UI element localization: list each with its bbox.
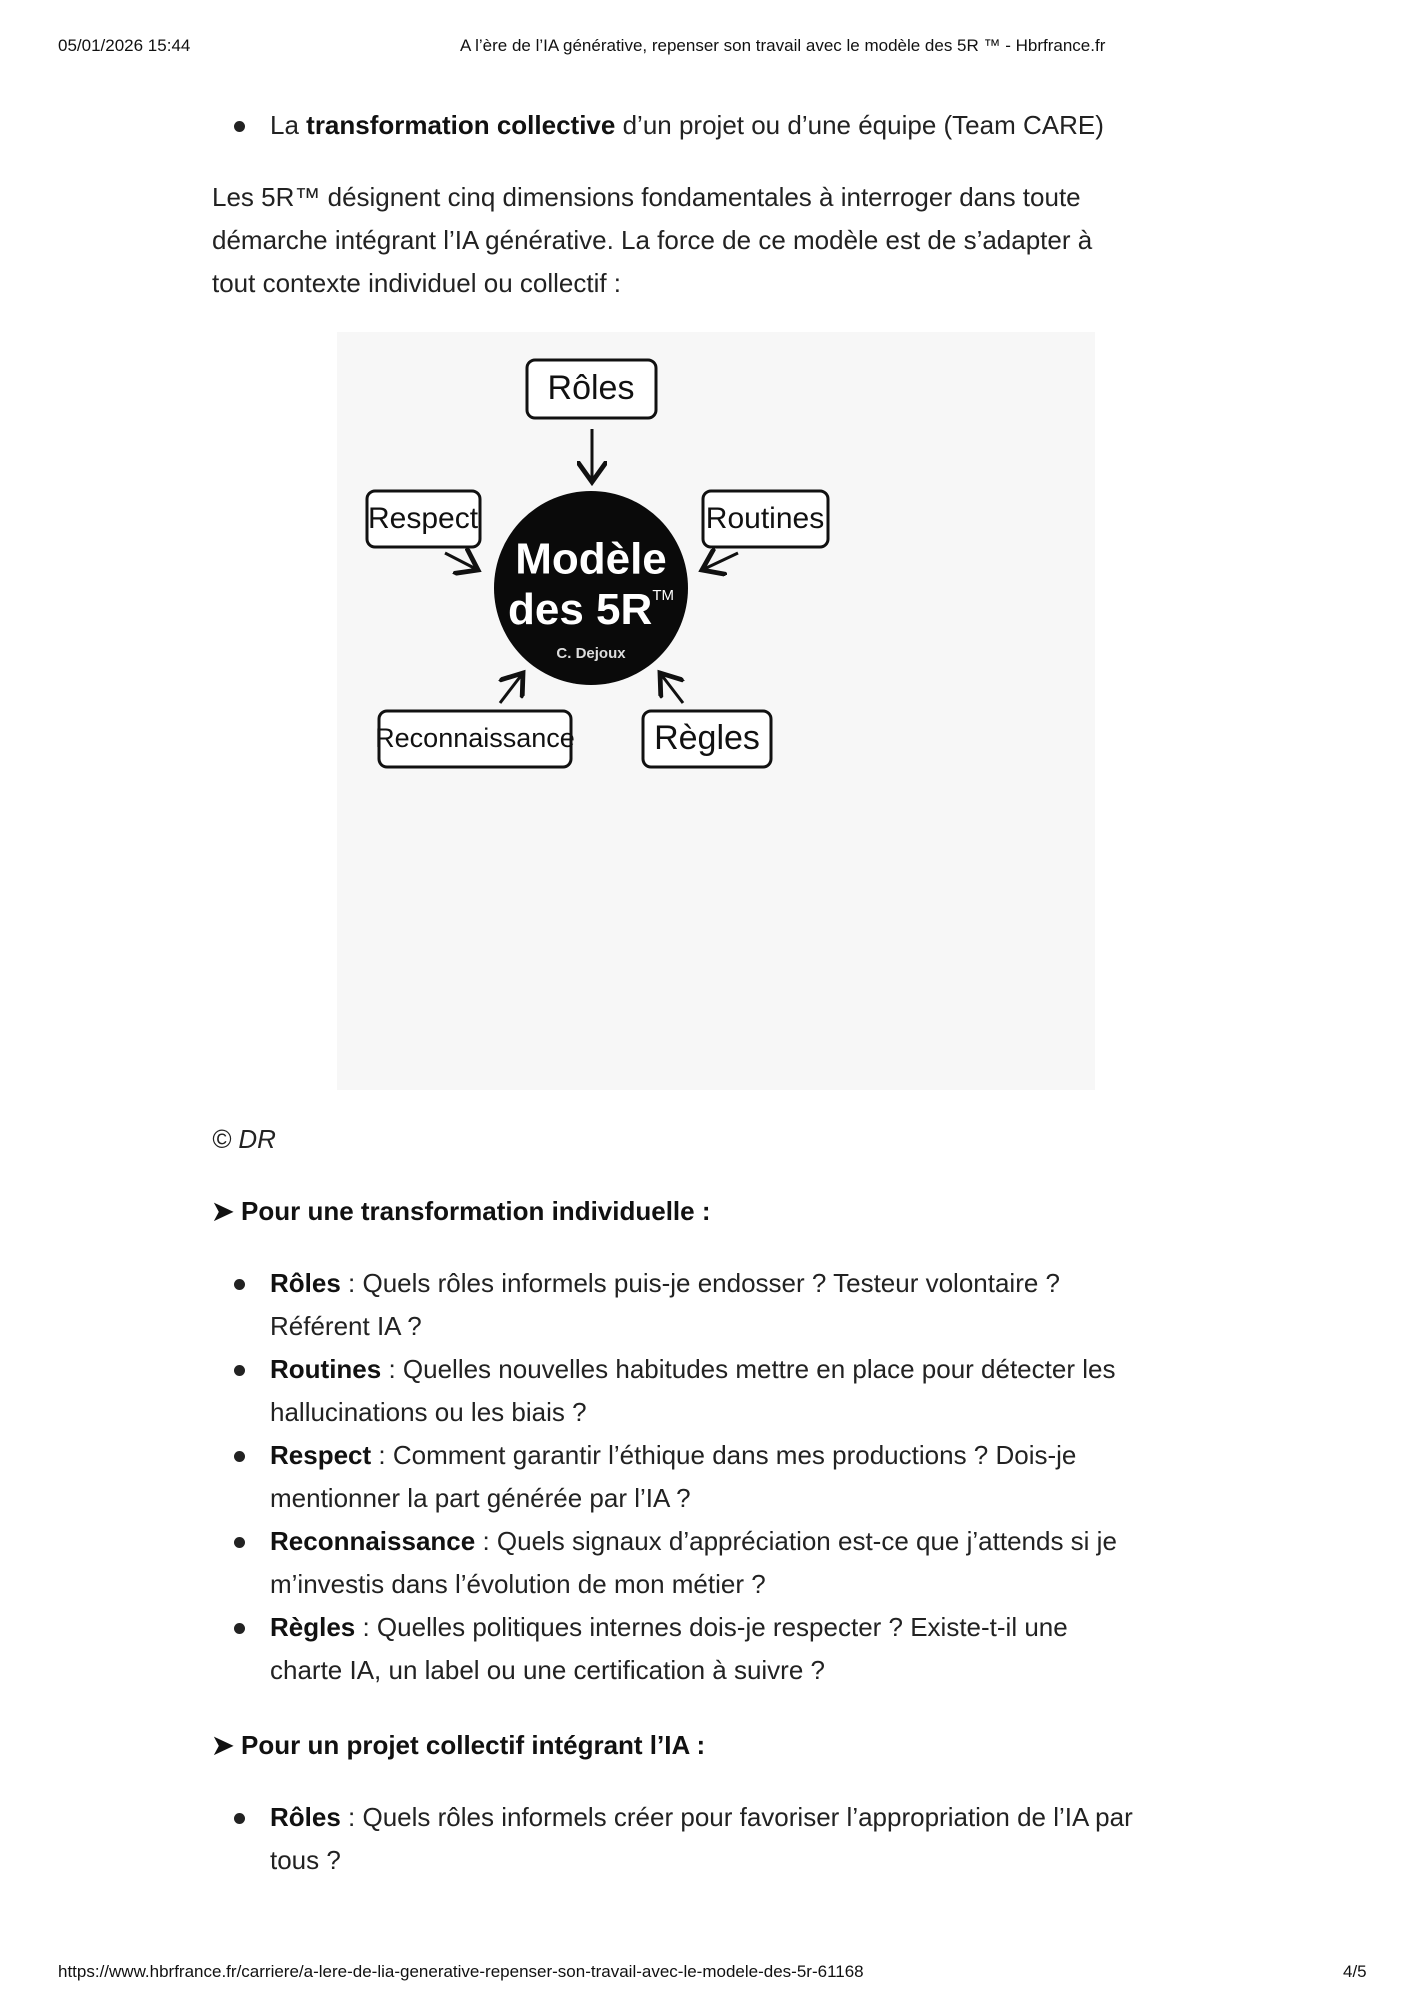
list-item-term: Routines — [270, 1354, 382, 1384]
svg-text:Rôles: Rôles — [547, 368, 635, 407]
print-datetime: 05/01/2026 15:44 — [58, 36, 191, 55]
arrow-icon — [702, 553, 738, 570]
bullet-icon — [234, 1623, 245, 1634]
list-item-text: charte IA, un label ou une certification à suivre ? — [270, 1655, 825, 1685]
arrow-icon — [660, 673, 683, 703]
list-item-line — [270, 1520, 1117, 1563]
center-title: Modèle — [515, 534, 667, 584]
list-item-text: hallucinations ou les biais ? — [270, 1397, 587, 1427]
paragraph-line: démarche intégrant l’IA générative. La force de ce modèle est de s’adapter à — [212, 225, 1093, 255]
bullet-icon — [234, 1451, 245, 1462]
bullet-icon — [234, 121, 245, 132]
svg-text:Règles: Règles — [654, 718, 760, 757]
list-item-line — [270, 1563, 766, 1606]
list-item-line — [270, 1348, 1115, 1391]
paragraph-line: tout contexte individuel ou collectif : — [212, 268, 622, 298]
bullet-icon — [234, 1279, 245, 1290]
list-item-term: Rôles — [270, 1802, 341, 1832]
list-item-text: tous ? — [270, 1845, 341, 1875]
five-r-diagram — [337, 332, 1095, 1090]
list-item-text: : Quels rôles informels créer pour favoriser l’appropriation de l’IA par — [340, 1802, 1133, 1832]
node-roles — [527, 360, 656, 418]
list-item-line — [270, 1477, 691, 1520]
node-respect — [367, 491, 480, 547]
list-item-line — [270, 1606, 1068, 1649]
list-item-text: : Quelles nouvelles habitudes mettre en place pour détecter les — [381, 1354, 1116, 1384]
node-regles — [643, 711, 771, 767]
list-item-text: m’investis dans l’évolution de mon métier ? — [270, 1569, 766, 1599]
list-item-line — [270, 1839, 341, 1882]
print-url: https://www.hbrfrance.fr/carriere/a-lere-de-lia-generative-repenser-son-travail-avec-le-modele-des-5r-61168 — [58, 1962, 864, 1981]
image-caption: © DR — [212, 1124, 276, 1154]
center-subtitle-text: des 5R — [508, 584, 653, 634]
arrow-icon — [500, 673, 523, 703]
list-item-line — [270, 1434, 1076, 1477]
list-item-line — [270, 1262, 1060, 1305]
section-heading: ➤ Pour une transformation individuelle : — [212, 1196, 711, 1226]
list-item-line — [270, 1391, 587, 1434]
list-item-text: : Quelles politiques internes dois-je respecter ? Existe-t-il une — [355, 1612, 1068, 1642]
list-item-term: Reconnaissance — [270, 1526, 476, 1556]
list-item-line — [270, 1305, 422, 1348]
list-item-text: : Comment garantir l’éthique dans mes productions ? Dois-je — [371, 1440, 1077, 1470]
svg-text:Reconnaissance: Reconnaissance — [375, 723, 575, 754]
svg-text:Routines: Routines — [705, 501, 825, 535]
intro-bullet: La transformation collective d’un projet ou d’une équipe (Team CARE) — [270, 110, 1104, 140]
list-item-term: Règles — [270, 1612, 356, 1642]
section-heading: ➤ Pour un projet collectif intégrant l’IA : — [212, 1730, 706, 1760]
list-item-term: Rôles — [270, 1268, 341, 1298]
list-item-text: Référent IA ? — [270, 1311, 422, 1341]
list-item-term: Respect — [270, 1440, 372, 1470]
bullet-icon — [234, 1365, 245, 1376]
list-item-text: : Quels signaux d’appréciation est-ce que j’attends si je — [475, 1526, 1117, 1556]
bullet-icon — [234, 1537, 245, 1548]
arrow-icon — [445, 553, 478, 570]
page-number: 4/5 — [1343, 1962, 1367, 1981]
paragraph-line: Les 5R™ désignent cinq dimensions fondamentales à interroger dans toute — [212, 182, 1081, 212]
bullet-icon — [234, 1813, 245, 1824]
node-routines — [703, 491, 828, 547]
author: C. Dejoux — [556, 644, 626, 662]
svg-text:Respect: Respect — [367, 501, 479, 535]
list-item-line — [270, 1796, 1133, 1839]
list-item-text: : Quels rôles informels puis-je endosser ? Testeur volontaire ? — [340, 1268, 1061, 1298]
list-item-line — [270, 1649, 825, 1692]
center-subtitle — [508, 585, 674, 634]
print-page-title: A l’ère de l’IA générative, repenser son travail avec le modèle des 5R ™ - Hbrfrance.fr — [460, 36, 1106, 55]
list-item-text: mentionner la part générée par l’IA ? — [270, 1483, 691, 1513]
node-reconnaissance — [375, 711, 575, 767]
trademark: TM — [652, 586, 674, 604]
